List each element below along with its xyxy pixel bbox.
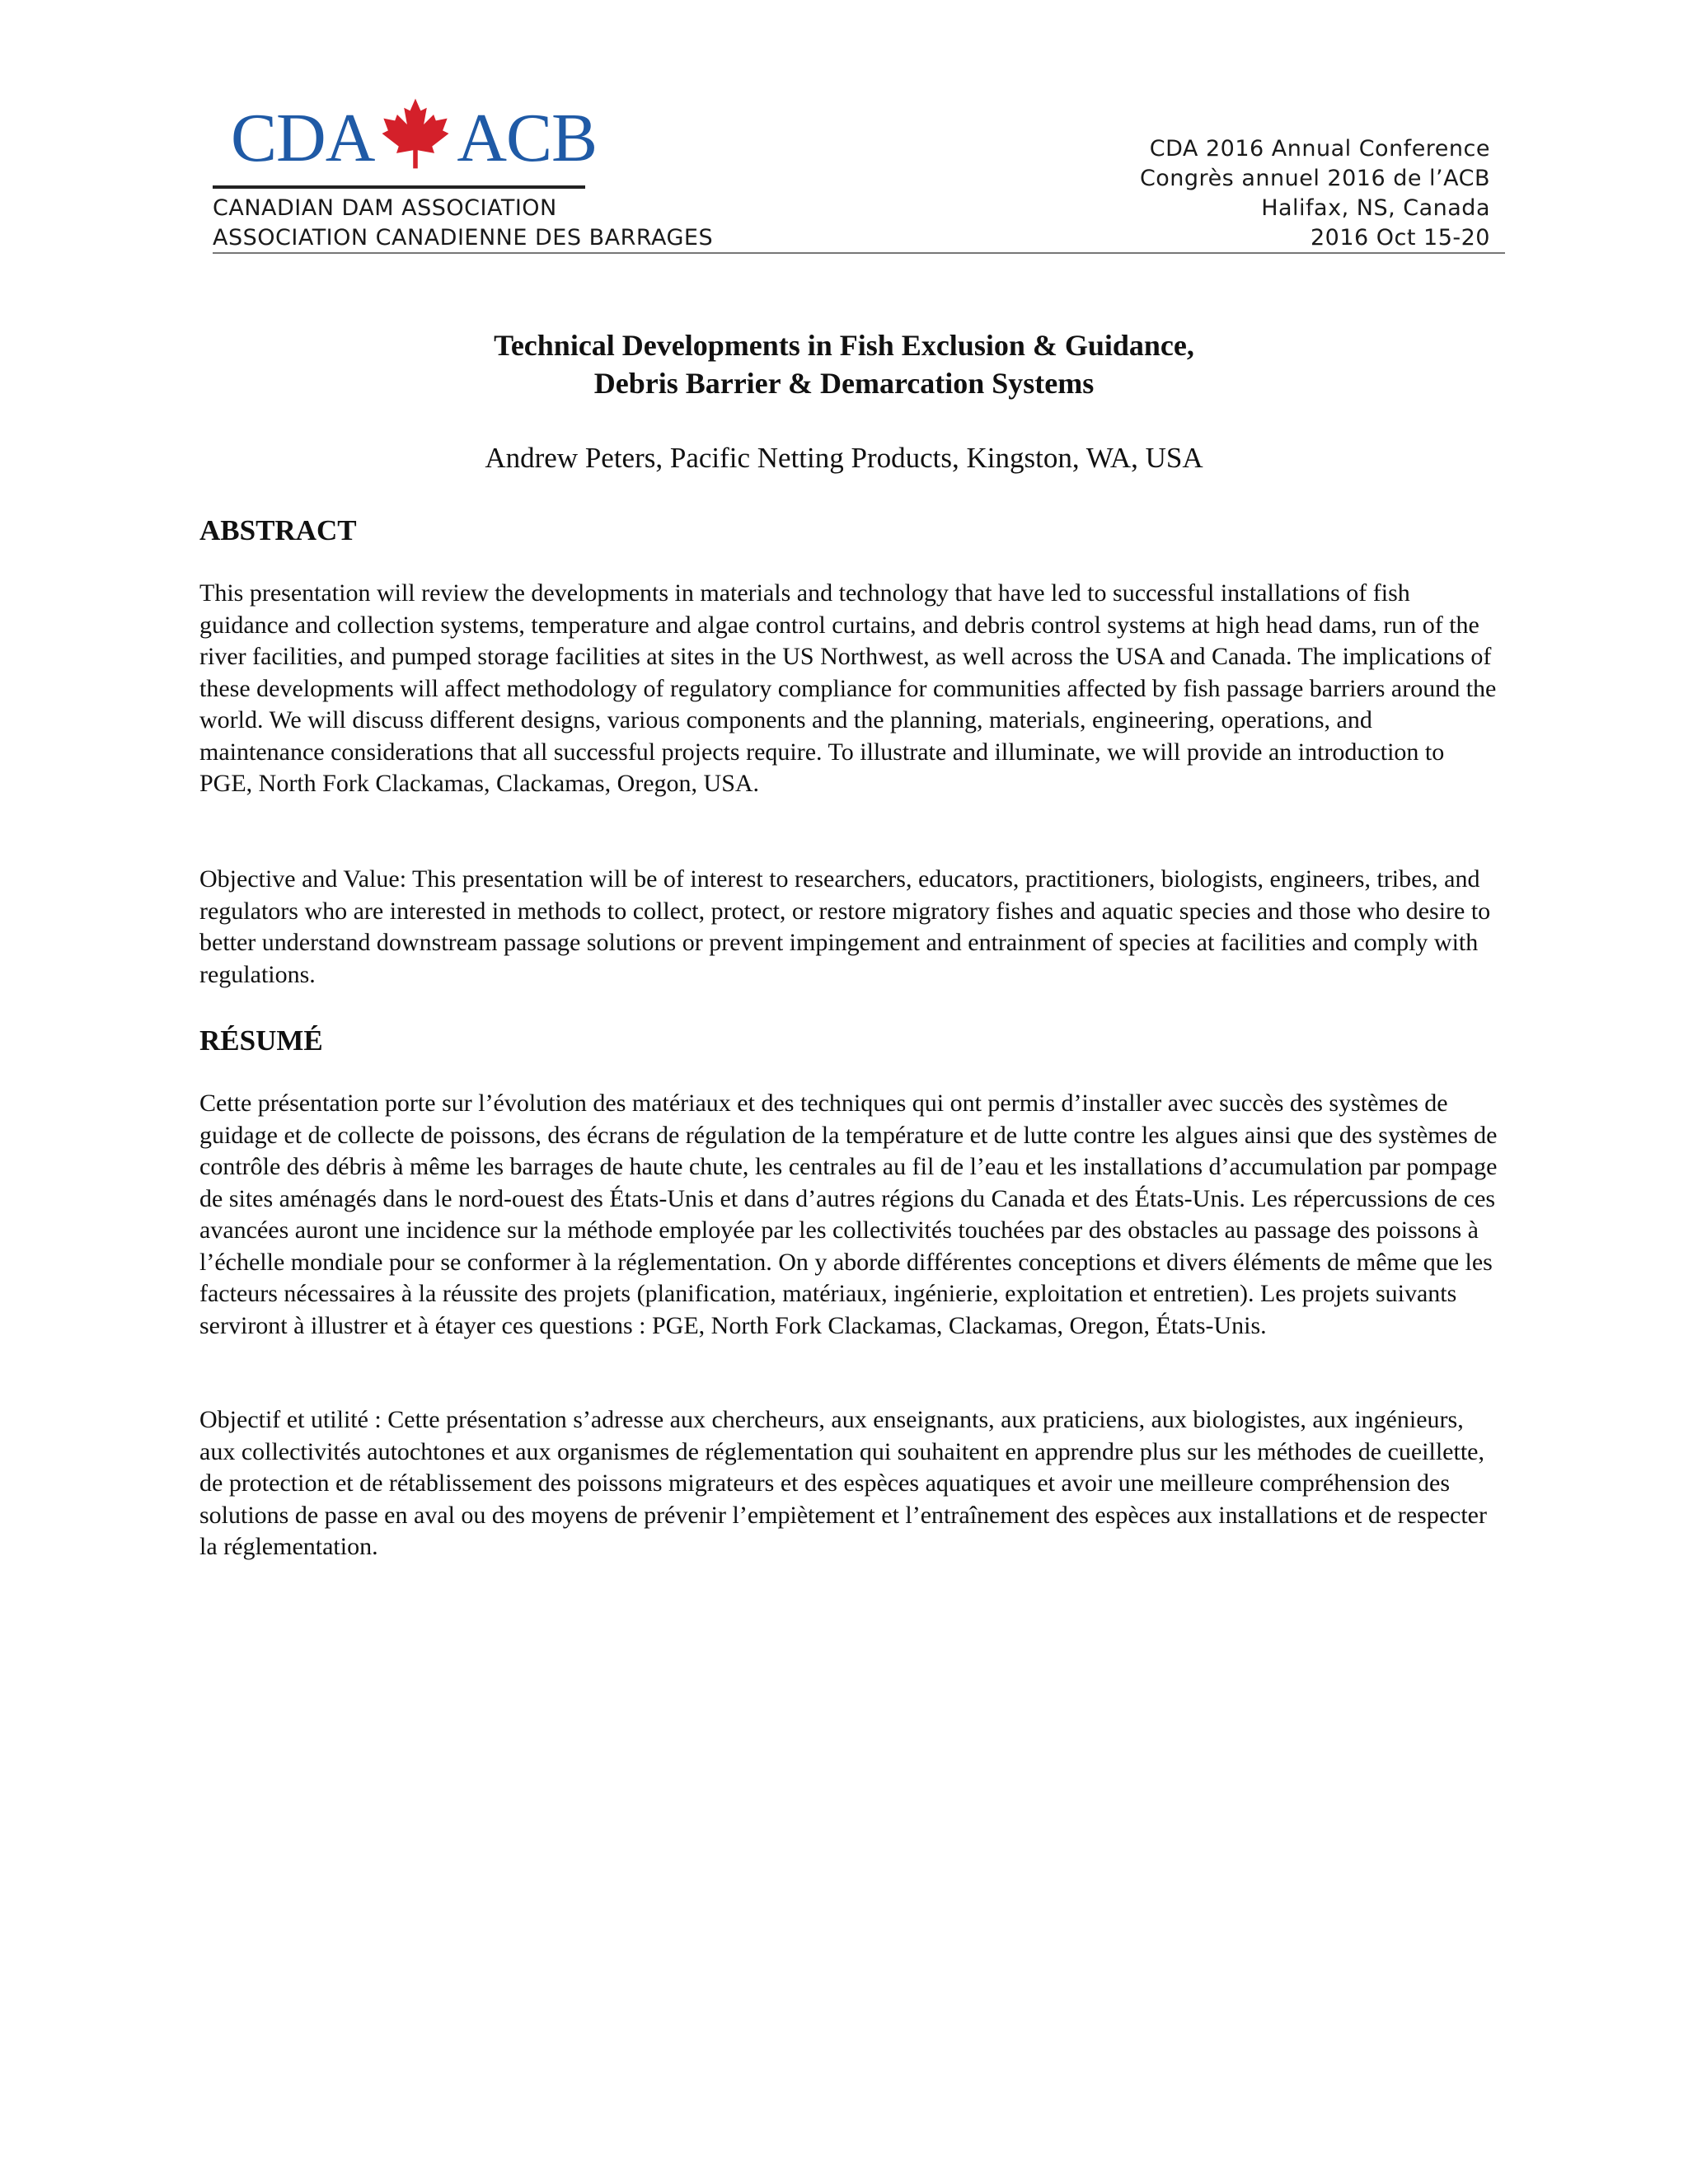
abstract-objective-paragraph: Objective and Value: This presentation will be of interest to researchers, educators, practitioners, biologists, engineers, tribes, and regulators who are interested in methods to collect, protect, or restore migratory fishes and aquatic species and those who desire to better understand downstream passage solutions or prevent impingement and entrainment of species at facilities and comply with regulations. [199,865,1491,988]
cda-acb-logo [231,100,598,176]
logo-text-cda: CDA [231,100,375,176]
organization-name [213,194,713,253]
conference-name-french: Congrès annuel 2016 de l’ACB [1139,166,1490,191]
org-name-english: CANADIAN DAM ASSOCIATION [213,195,557,221]
paper-title [0,326,1688,402]
maple-leaf-icon [377,96,453,171]
org-name-french: ASSOCIATION CANADIENNE DES BARRAGES [213,225,714,251]
conference-name-english: CDA 2016 Annual Conference [1149,136,1490,162]
conference-info [1140,134,1490,253]
resume-heading: RÉSUMÉ [199,1024,323,1057]
paper-author: Andrew Peters, Pacific Netting Products, Kingston, WA, USA [485,442,1203,474]
abstract-paragraph: This presentation will review the developments in materials and technology that have led to successful installations of fish guidance and collection systems, temperature and algae control curtains, and debris control systems at high head dams, run of the river facilities, and pumped storage facilities at sites in the US Northwest, as well across the USA and Canada. The implications of these developments will affect methodology of regulatory compliance for communities affected by fish passage barriers around the world. We will discuss different designs, various components and the planning, materials, engineering, operations, and maintenance considerations that all successful projects require. To illustrate and illuminate, we will provide an introduction to PGE, North Fork Clackamas, Clackamas, Oregon, USA. [199,579,1497,797]
paper-title-line: Technical Developments in Fish Exclusion & Guidance, [494,329,1194,362]
abstract-heading: ABSTRACT [199,514,357,546]
conference-dates: 2016 Oct 15-20 [1310,225,1490,251]
logo-underline [213,185,585,189]
conference-location: Halifax, NS, Canada [1261,195,1490,221]
resume-paragraph: Cette présentation porte sur l’évolution des matériaux et des techniques qui ont permis d’installer avec succès des systèmes de guidage et de collecte de poissons, des écrans de régulation de la température et de lutte contre les algues ainsi que des systèmes de contrôle des débris à même les barrages de haute chute, les centrales au fil de l’eau et les installations d’accumulation par pompage de sites aménagés dans le nord-ouest des États-Unis et dans d’autres régions du Canada et des États-Unis. Les répercussions de ces avancées auront une incidence sur la méthode employée par les collectivités touchées par des obstacles au passage des poissons à l’échelle mondiale pour se conformer à la réglementation. On y aborde différentes conceptions et divers éléments de même que les facteurs nécessaires à la réussite des projets (planification, matériaux, ingénierie, exploitation et entretien). Les projets suivants serviront à illustrer et à étayer ces questions : PGE, North Fork Clackamas, Clackamas, Oregon, États-Unis. [199,1090,1498,1339]
header-divider [213,252,1505,254]
resume-objective-paragraph: Objectif et utilité : Cette présentation s’adresse aux chercheurs, aux enseignants, aux praticiens, aux biologistes, aux ingénieurs, aux collectivités autochtones et aux organismes de réglementation qui souhaitent en apprendre plus sur les méthodes de cueillette, de protection et de rétablissement des poissons migrateurs et des espèces aquatiques et avoir une meilleure compréhension des solutions de passe en aval ou des moyens de prévenir l’empiètement et l’entraînement des espèces aux installations et de respecter la réglementation. [199,1406,1487,1560]
paper-title-line: Debris Barrier & Demarcation Systems [593,367,1095,400]
logo-text-acb: ACB [457,100,598,176]
